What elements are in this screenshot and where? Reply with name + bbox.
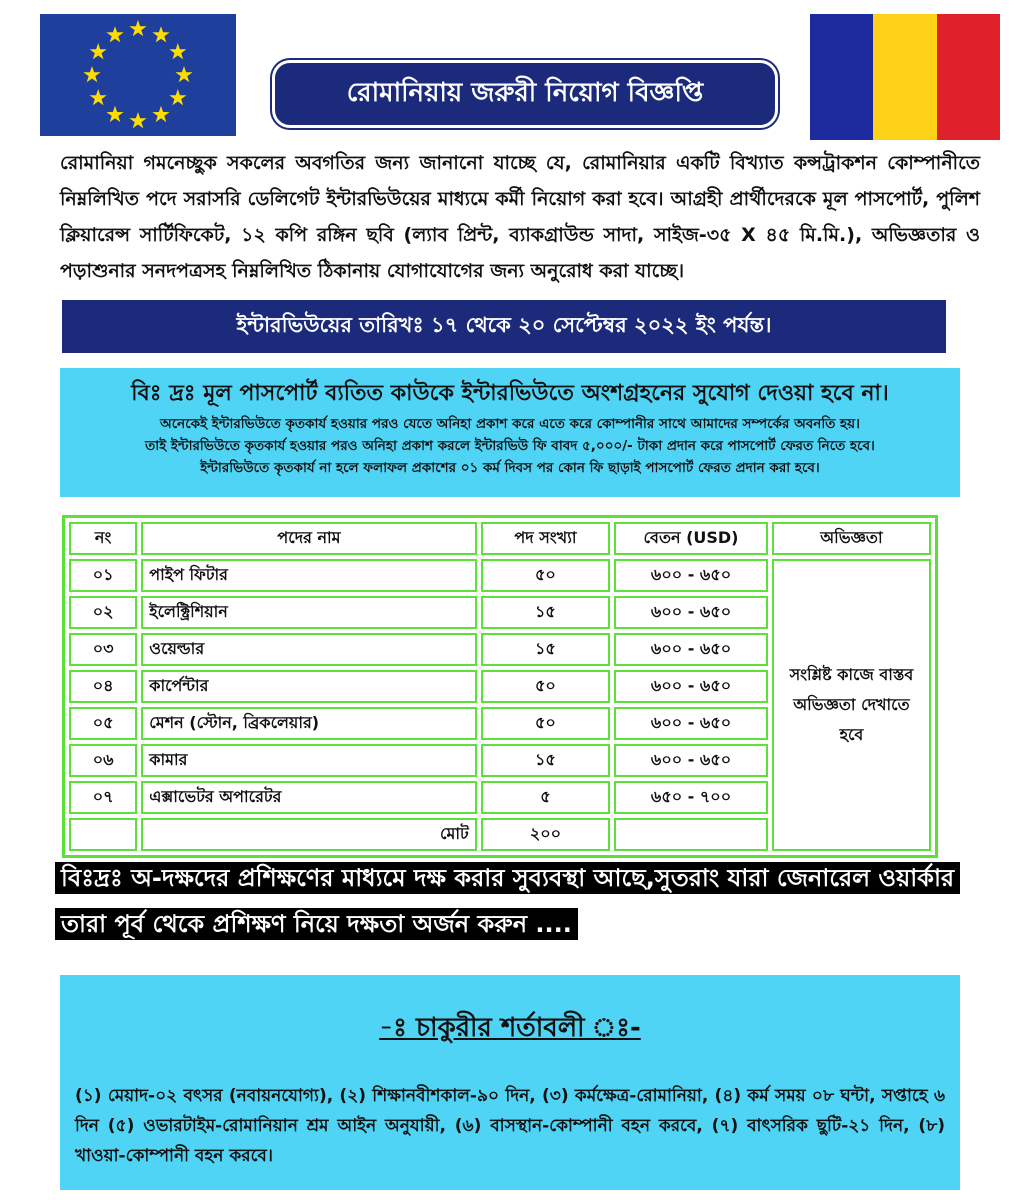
notice-line: তাই ইন্টারভিউতে কৃতকার্য হওয়ার পরও অনিহা প্রকাশ করলে ইন্টারভিউ ফি বাবদ ৫,০০০/- টাকা প্রদান করে পাসপোর্ট ফেরত নিতে হবে। xyxy=(145,438,875,454)
star-icon xyxy=(129,112,146,128)
table-cell: ৬০০ - ৬৫০ xyxy=(614,559,768,592)
training-note xyxy=(55,855,983,947)
table-row xyxy=(69,559,931,592)
star-icon xyxy=(106,26,123,42)
star-icon xyxy=(90,89,107,105)
flag-stripe-blue xyxy=(810,14,873,140)
star-icon xyxy=(152,106,169,122)
notice-line: অনেকেই ইন্টারভিউতে কৃতকার্য হওয়ার পরও যেতে অনিহা প্রকাশ করে এতে করে কোম্পানীর সাথে আমাদের সম্পর্কের অবনতি হয়। xyxy=(160,416,860,432)
table-cell: ইলেক্ট্রিশিয়ান xyxy=(141,596,476,629)
column-header: অভিজ্ঞতা xyxy=(772,522,931,555)
star-icon xyxy=(129,20,146,36)
terms-box xyxy=(60,975,960,1190)
table-cell: ৬০০ - ৬৫০ xyxy=(614,670,768,703)
table-cell: মেশন (স্টোন, ব্রিকলেয়ার) xyxy=(141,707,476,740)
table-cell: ০৭ xyxy=(69,781,137,814)
eu-stars-icon xyxy=(40,14,236,136)
table-cell: ৬০০ - ৬৫০ xyxy=(614,633,768,666)
table-cell: ৬৫০ - ৭০০ xyxy=(614,781,768,814)
table-cell: ০৩ xyxy=(69,633,137,666)
star-icon xyxy=(106,106,123,122)
table-cell: ১৫ xyxy=(481,744,610,777)
column-header: বেতন (USD) xyxy=(614,522,768,555)
eu-flag xyxy=(40,14,236,136)
star-icon xyxy=(175,66,192,82)
table-cell: ওয়েল্ডার xyxy=(141,633,476,666)
table-cell: ১৫ xyxy=(481,633,610,666)
column-header: নং xyxy=(69,522,137,555)
star-icon xyxy=(83,66,100,82)
table-cell xyxy=(69,818,137,851)
interview-date-banner: ইন্টারভিউয়ের তারিখঃ ১৭ থেকে ২০ সেপ্টেম্বর ২০২২ ইং পর্যন্ত। xyxy=(62,300,946,353)
column-header: পদ সংখ্যা xyxy=(481,522,610,555)
star-icon xyxy=(169,43,186,59)
table-cell: ০১ xyxy=(69,559,137,592)
table-cell: পাইপ ফিটার xyxy=(141,559,476,592)
table-cell: ০৬ xyxy=(69,744,137,777)
intro-paragraph: রোমানিয়া গমনেচ্ছুক সকলের অবগতির জন্য জানানো যাচ্ছে যে, রোমানিয়ার একটি বিখ্যাত কন্সট্রাকশন কোম্পানীতে নিম্নলিখিত পদে সরাসরি ডেলিগেট ইন্টারভিউয়ের মাধ্যমে কর্মী নিয়োগ করা হবে। আগ্রহী প্রার্থীদেরকে মূল পাসপোর্ট, পুলিশ ক্লিয়ারেন্স সার্টিফিকেট, ১২ কপি রঙ্গিন ছবি (ল্যাব প্রিন্ট, ব্যাকগ্রাউন্ড সাদা, সাইজ-৩৫ X ৪৫ মি.মি.), অভিজ্ঞতার ও পড়াশুনার সনদপত্রসহ নিম্নলিখিত ঠিকানায় যোগাযোগের জন্য অনুরোধ করা যাচ্ছে। xyxy=(60,152,980,282)
table-cell: ৬০০ - ৬৫০ xyxy=(614,744,768,777)
table-cell: ৫০ xyxy=(481,670,610,703)
table-cell: ৫০ xyxy=(481,559,610,592)
table-cell: কামার xyxy=(141,744,476,777)
page-title: রোমানিয়ায় জরুরী নিয়োগ বিজ্ঞপ্তি xyxy=(272,60,778,128)
romania-flag xyxy=(810,14,1000,140)
total-label: মোট xyxy=(141,818,476,851)
experience-cell: সংশ্লিষ্ট কাজে বাস্তব অভিজ্ঞতা দেখাতে হবে xyxy=(772,559,931,851)
table-cell: এক্সাভেটর অপারেটর xyxy=(141,781,476,814)
flag-stripe-red xyxy=(937,14,1000,140)
jobs-table xyxy=(62,515,938,858)
terms-heading: -ঃ চাকুরীর শর্তাবলী ঃ- xyxy=(379,1013,641,1043)
table-cell: ০৫ xyxy=(69,707,137,740)
notice-box xyxy=(60,368,960,497)
star-icon xyxy=(90,43,107,59)
table-cell: কার্পেন্টার xyxy=(141,670,476,703)
table-cell xyxy=(614,818,768,851)
notice-line: ইন্টারভিউতে কৃতকার্য না হলে ফলাফল প্রকাশের ০১ কর্ম দিবস পর কোন ফি ছাড়াই পাসপোর্ট ফেরত প্রদান করা হবে। xyxy=(200,460,820,476)
column-header: পদের নাম xyxy=(141,522,476,555)
table-cell: ০৪ xyxy=(69,670,137,703)
table-cell: ০২ xyxy=(69,596,137,629)
table-cell: ১৫ xyxy=(481,596,610,629)
table-cell: ৬০০ - ৬৫০ xyxy=(614,707,768,740)
flag-stripe-yellow xyxy=(873,14,936,140)
notice-heading: বিঃ দ্রঃ মূল পাসপোর্ট ব্যতিত কাউকে ইন্টারভিউতে অংশগ্রহনের সুযোগ দেওয়া হবে না। xyxy=(131,381,889,406)
table-header-row xyxy=(69,522,931,555)
table-cell: ৫০ xyxy=(481,707,610,740)
star-icon xyxy=(152,26,169,42)
table-cell: ৬০০ - ৬৫০ xyxy=(614,596,768,629)
terms-body: (১) মেয়াদ-০২ বৎসর (নবায়নযোগ্য), (২) শিক্ষানবীশকাল-৯০ দিন, (৩) কর্মক্ষেত্র-রোমানিয়া, (৪) কর্ম সময় ০৮ ঘন্টা, সপ্তাহে ৬ দিন (৫) ওভারটাইম-রোমানিয়ান শ্রম আইন অনুযায়ী, (৬) বাসস্থান-কোম্পানী বহন করবে, (৭) বাৎসরিক ছুটি-২১ দিন, (৮) খাওয়া-কোম্পানী বহন করবে। xyxy=(75,1086,945,1166)
table-cell: ৫ xyxy=(481,781,610,814)
training-note-text: বিঃদ্রঃ অ-দক্ষদের প্রশিক্ষণের মাধ্যমে দক্ষ করার সুব্যবস্থা আছে,সুতরাং যারা জেনারেল ওয়ার্কার তারা পূর্ব থেকে প্রশিক্ষণ নিয়ে দক্ষতা অর্জন করুন .... xyxy=(55,862,960,940)
total-value: ২০০ xyxy=(481,818,610,851)
star-icon xyxy=(169,89,186,105)
